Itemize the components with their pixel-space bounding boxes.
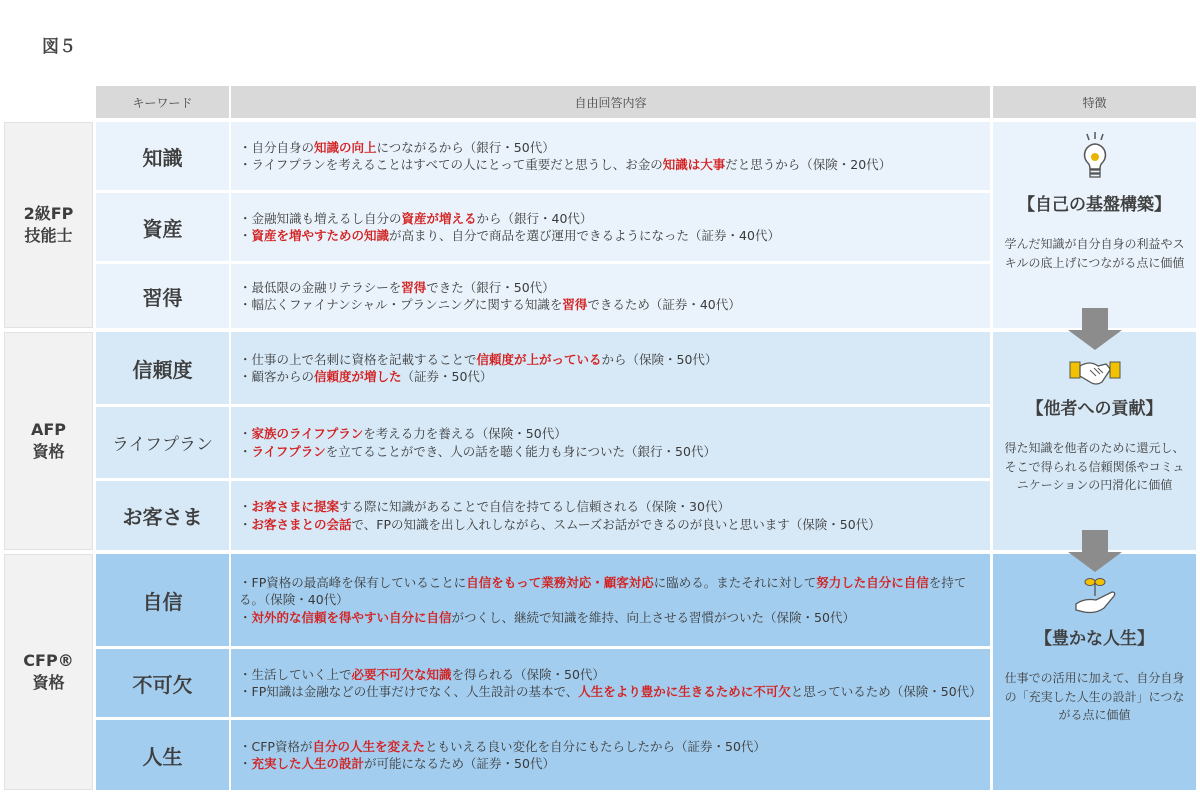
keyword-cell: 知識 — [96, 122, 229, 190]
answer-line — [239, 498, 990, 515]
answer-text: ・ — [239, 756, 252, 771]
answer-text: ・自分自身の — [239, 139, 315, 155]
group-cfp — [4, 554, 93, 790]
answer-text: から（保険・50代） — [601, 351, 718, 367]
highlight-text: ライフプラン — [251, 443, 326, 459]
group-label-line1: AFP — [30, 420, 67, 440]
answer-line — [239, 139, 990, 156]
answer-line — [239, 683, 990, 700]
highlight-text: 知識は大事 — [662, 157, 726, 172]
answer-text: ・ — [239, 426, 252, 442]
answer-line — [239, 443, 990, 460]
header-keyword: キーワード — [96, 86, 229, 118]
answer-text: ・最低限の金融リテラシーを — [239, 279, 402, 295]
highlight-text: お客さまとの会話 — [251, 516, 352, 532]
highlight-text: 資産を増やすための知識 — [251, 228, 390, 243]
keyword-cell: 不可欠 — [96, 649, 229, 717]
keyword-cell: 信頼度 — [96, 332, 229, 404]
answer-line — [239, 156, 990, 173]
answer-text: ・CFP資格が — [239, 738, 313, 754]
answer-text: ・幅広くファイナンシャル・プランニングに関する知識を — [239, 297, 563, 312]
group-label-line1: 2級FP — [23, 204, 74, 224]
keyword-cell: 資産 — [96, 193, 229, 261]
lightbulb-icon — [1075, 130, 1115, 186]
answer-text: を得られる（保険・50代） — [451, 666, 605, 682]
answer-text: ・ライフプランを考えることはすべての人にとって重要だと思うし、お金の — [239, 157, 663, 172]
figure-title: 図５ — [42, 37, 76, 57]
answer-cell — [231, 720, 990, 790]
answer-line — [239, 574, 990, 609]
feature-contribution — [993, 332, 1196, 550]
feature-title: 【自己の基盤構築】 — [1018, 195, 1171, 215]
answer-text: ・ — [239, 516, 252, 532]
header-answers: 自由回答内容 — [231, 86, 990, 118]
answer-text: から（銀行・40代） — [476, 210, 593, 226]
answer-text: ・生活していく上で — [239, 666, 352, 682]
feature-title: 【他者への貢献】 — [1026, 399, 1163, 419]
answer-text: を考える力を養える（保険・50代） — [363, 426, 567, 442]
feature-description: 学んだ知識が自分自身の利益やスキルの底上げにつながる点に価値 — [1004, 237, 1185, 270]
highlight-text: 資産が増える — [401, 210, 477, 226]
highlight-text: 充実した人生の設計 — [251, 756, 365, 771]
down-arrow-icon — [1068, 530, 1122, 572]
handshake-icon — [1068, 356, 1122, 390]
highlight-text: 信頼度が増した — [314, 369, 402, 384]
answer-text: がつくし、継続で知識を維持、向上させる習慣がついた（保険・50代） — [451, 609, 855, 625]
highlight-text: 努力した自分に自信 — [816, 575, 929, 591]
answer-cell — [231, 554, 990, 646]
answer-text: する際に知識があることで自信を持てるし信頼される（保険・30代） — [339, 499, 730, 515]
down-arrow-icon — [1068, 308, 1122, 350]
feature-title: 【豊かな人生】 — [1035, 629, 1154, 649]
feature-description: 得た知識を他者のために還元し、そこで得られる信頼関係やコミュニケーションの円滑化に価値 — [1004, 441, 1185, 493]
answer-line — [239, 738, 990, 755]
answer-text: を持てる。（保険・40代） — [239, 575, 967, 608]
highlight-text: 自信をもって業務対応・顧客対応 — [466, 575, 654, 591]
answer-text: が高まり、自分で商品を選び運用できるようになった（証券・40代） — [389, 228, 780, 243]
answer-cell — [231, 122, 990, 190]
answer-line — [239, 279, 990, 296]
answer-line — [239, 351, 990, 368]
keyword-cell: ライフプラン — [96, 407, 229, 478]
keyword-cell: 習得 — [96, 264, 229, 328]
answer-text: ・仕事の上で名刺に資格を記載することで — [239, 351, 477, 367]
keyword-cell: 自信 — [96, 554, 229, 646]
answer-text: と思っているため（保険・50代） — [790, 684, 982, 699]
answer-line — [239, 609, 990, 626]
answer-line — [239, 755, 990, 772]
answer-text: （証券・50代） — [401, 369, 493, 384]
answer-cell — [231, 193, 990, 261]
highlight-text: 習得 — [401, 279, 427, 295]
answer-line — [239, 516, 990, 533]
answer-text: だと思うから（保険・20代） — [725, 157, 892, 172]
header-features: 特徴 — [993, 86, 1196, 118]
answer-line — [239, 666, 990, 683]
highlight-text: 人生をより豊かに生きるために不可欠 — [578, 684, 791, 699]
answer-text: ・FP知識は金融などの仕事だけでなく、人生設計の基本で、 — [239, 684, 579, 699]
group-label-line2: 資格 — [32, 673, 65, 692]
answer-text: ・FP資格の最高峰を保有していることに — [239, 575, 467, 591]
answer-text: に臨める。またそれに対して — [653, 575, 817, 591]
keyword-cell: お客さま — [96, 481, 229, 550]
group-label-line1: CFP® — [23, 651, 74, 671]
feature-self-foundation — [993, 122, 1196, 328]
answer-cell — [231, 481, 990, 550]
answer-line — [239, 425, 990, 442]
answer-text: ・ — [239, 499, 252, 515]
answer-text: を立てることができ、人の話を聴く能力も身についた（銀行・50代） — [325, 443, 716, 459]
answer-text: ・ — [239, 228, 252, 243]
answer-cell — [231, 407, 990, 478]
answer-cell — [231, 649, 990, 717]
highlight-text: 知識の向上 — [314, 139, 377, 155]
answer-text: で、FPの知識を出し入れしながら、スムーズお話ができるのが良いと思います（保険・50代） — [351, 516, 881, 532]
highlight-text: 対外的な信頼を得やすい自分に自信 — [251, 609, 452, 625]
answer-text: できるため（証券・40代） — [587, 297, 741, 312]
group-2kyu-fp — [4, 122, 93, 328]
highlight-text: 信頼度が上がっている — [476, 351, 602, 367]
highlight-text: 家族のライフプラン — [251, 426, 364, 442]
answer-text: できた（銀行・50代） — [426, 279, 555, 295]
answer-text: ともいえる良い変化を自分にもたらしたから（証券・50代） — [424, 738, 766, 754]
answer-line — [239, 227, 990, 244]
highlight-text: 必要不可欠な知識 — [351, 666, 452, 682]
group-afp — [4, 332, 93, 550]
answer-text: ・ — [239, 443, 252, 459]
highlight-text: お客さまに提案 — [251, 499, 340, 515]
highlight-text: 自分の人生を変えた — [312, 738, 425, 754]
answer-text: につながるから（銀行・50代） — [376, 139, 555, 155]
answer-line — [239, 368, 990, 385]
group-label-line2: 技能士 — [24, 226, 73, 245]
answer-text: ・金融知識も増えるし自分の — [239, 210, 402, 226]
highlight-text: 習得 — [562, 297, 588, 312]
feature-description: 仕事での活用に加えて、自分自身の「充実した人生の設計」につながる点に価値 — [1004, 671, 1185, 723]
answer-text: が可能になるため（証券・50代） — [364, 756, 555, 771]
answer-text: ・顧客からの — [239, 369, 315, 384]
group-label-line2: 資格 — [32, 442, 65, 461]
answer-line — [239, 296, 990, 313]
keyword-cell: 人生 — [96, 720, 229, 790]
answer-line — [239, 210, 990, 227]
sprout-hand-icon — [1070, 574, 1120, 620]
feature-rich-life — [993, 554, 1196, 790]
answer-cell — [231, 264, 990, 328]
answer-cell — [231, 332, 990, 404]
answer-text: ・ — [239, 609, 252, 625]
